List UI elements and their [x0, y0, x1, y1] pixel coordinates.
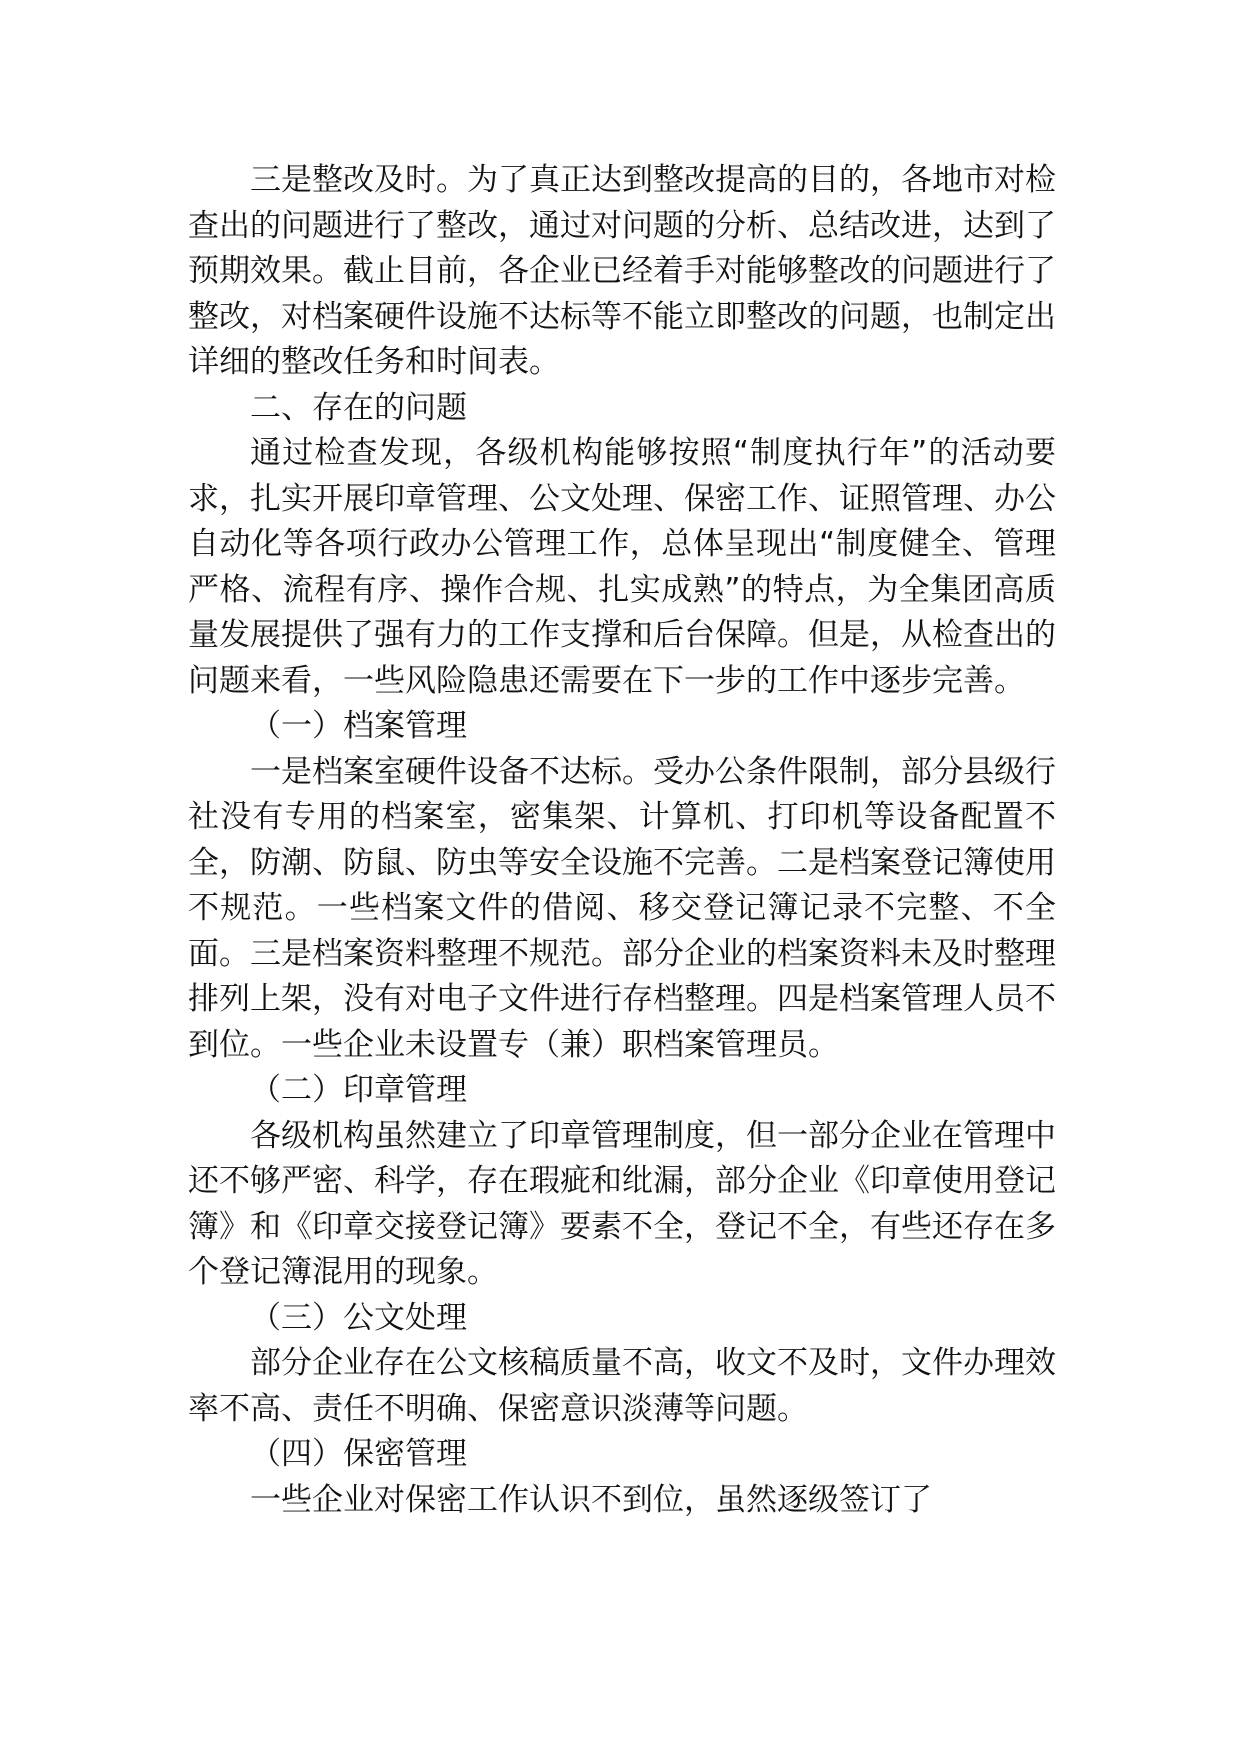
paragraph-confidentiality-issues: 一些企业对保密工作认识不到位，虽然逐级签订了 — [250, 1481, 932, 1518]
paragraph-archive-issues: 一是档案室硬件设备不达标。受办公条件限制，部分县级行社没有专用的档案室，密集架、计算机、打印机等设备配置不全，防潮、防鼠、防虫等安全设施不完善。二是档案登记簿使用不规范。一些档案文件的借阅、移交登记簿记录不完整、不全面。三是档案资料整理不规范。部分企业的档案资料未及时整理排列上架，没有对电子文件进行存档整理。四是档案管理人员不到位。一些企业未设置专（兼）职档案管理员。 — [188, 753, 1056, 1063]
subheading-confidentiality-management: （四）保密管理 — [250, 1436, 467, 1472]
subheading-seal-management: （二）印章管理 — [250, 1072, 467, 1108]
paragraph-inspection-findings: 通过检查发现，各级机构能够按照“制度执行年”的活动要求，扎实开展印章管理、公文处理、保密工作、证照管理、办公自动化等各项行政办公管理工作，总体呈现出“制度健全、管理严格、流程有序、操作合规、扎实成熟”的特点，为全集团高质量发展提供了强有力的工作支撑和后台保障。但是，从检查出的问题来看，一些风险隐患还需要在下一步的工作中逐步完善。 — [188, 435, 1056, 699]
subheading-archive-management: （一）档案管理 — [250, 708, 467, 744]
document-page — [188, 158, 1056, 1523]
paragraph-document-processing-issues: 部分企业存在公文核稿质量不高，收文不及时，文件办理效率不高、责任不明确、保密意识淡薄等问题。 — [188, 1345, 1056, 1427]
section-heading-existing-problems: 二、存在的问题 — [250, 389, 467, 426]
paragraph-rectification-timely: 三是整改及时。为了真正达到整改提高的目的，各地市对检查出的问题进行了整改，通过对问题的分析、总结改进，达到了预期效果。截止目前，各企业已经着手对能够整改的问题进行了整改，对档案硬件设施不达标等不能立即整改的问题，也制定出详细的整改任务和时间表。 — [188, 162, 1056, 380]
paragraph-seal-issues: 各级机构虽然建立了印章管理制度，但一部分企业在管理中还不够严密、科学，存在瑕疵和纰漏，部分企业《印章使用登记簿》和《印章交接登记簿》要素不全，登记不全，有些还存在多个登记簿混用的现象。 — [188, 1117, 1056, 1290]
subheading-document-processing: （三）公文处理 — [250, 1299, 467, 1336]
